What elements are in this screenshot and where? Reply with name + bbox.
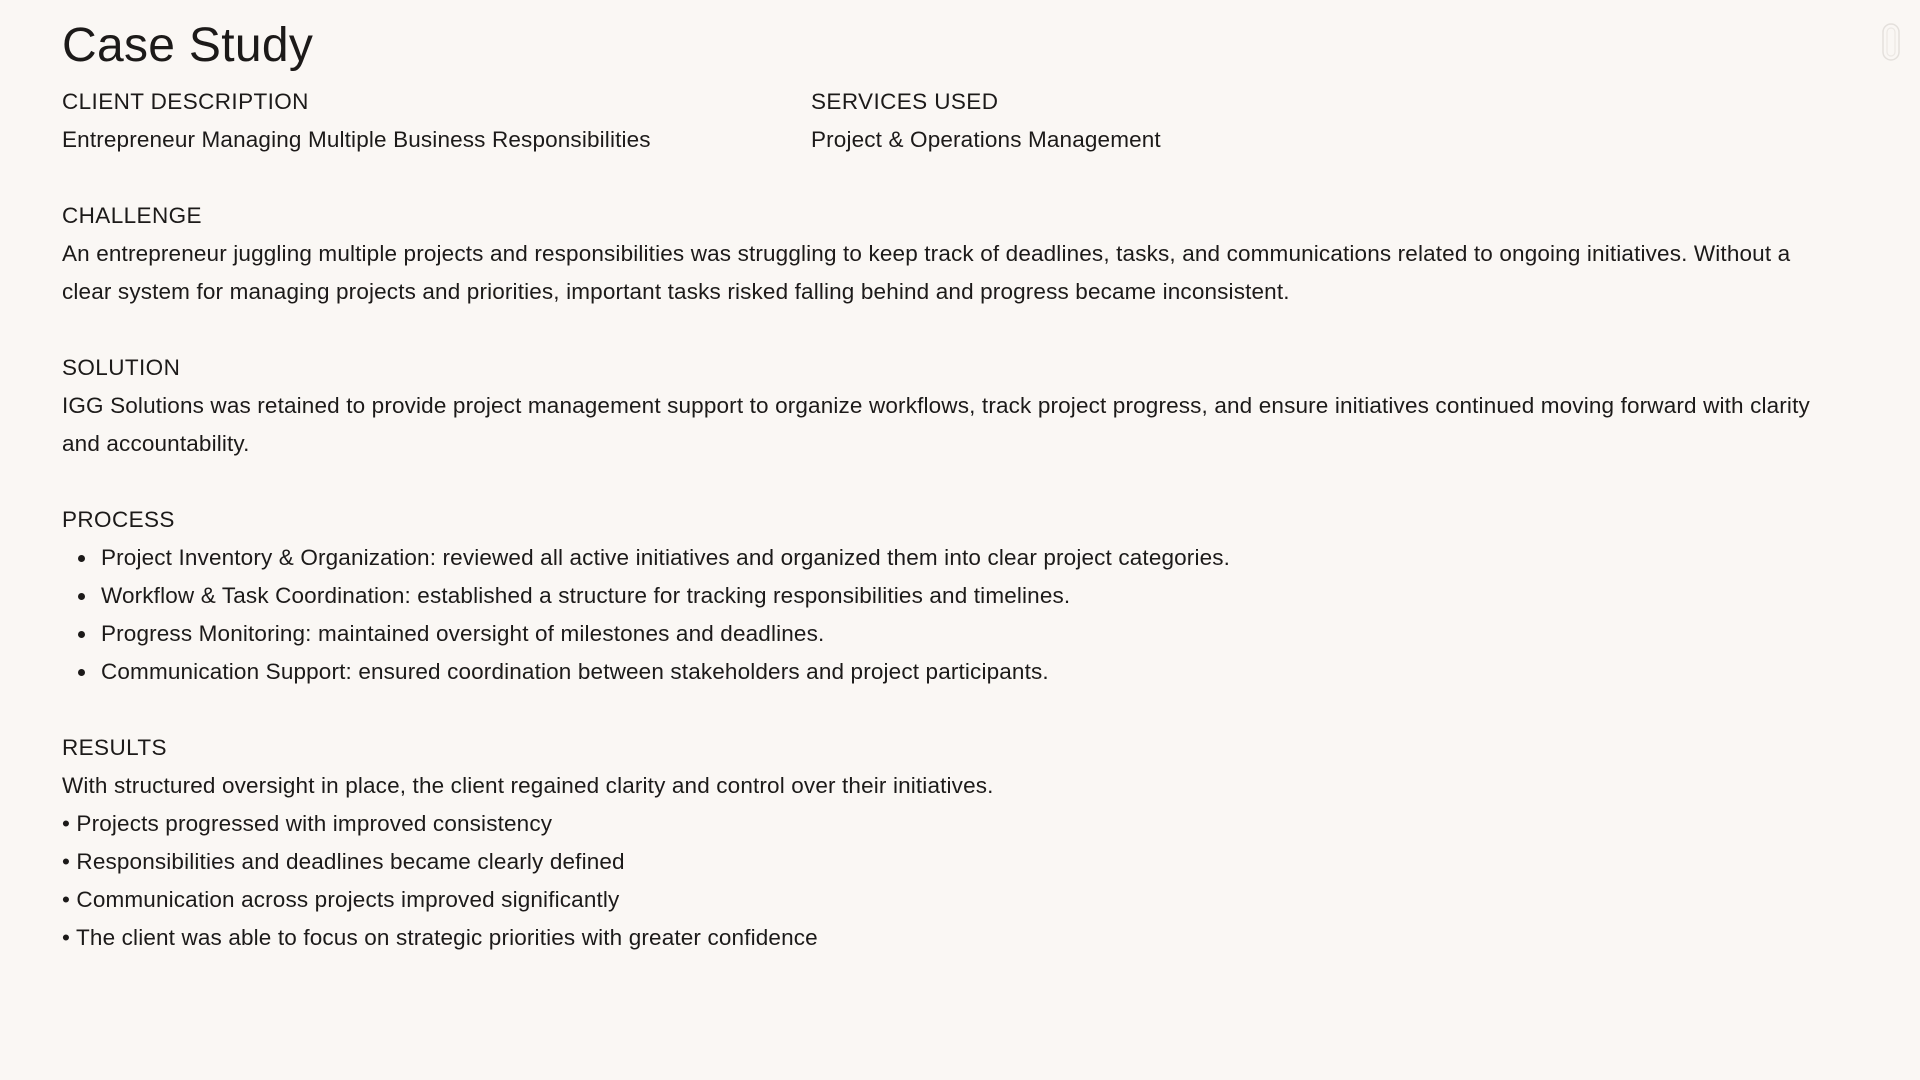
process-section (62, 501, 1842, 691)
process-item: Progress Monitoring: maintained oversight of milestones and deadlines. (62, 615, 1842, 653)
challenge-label: CHALLENGE (62, 203, 202, 228)
process-label: PROCESS (62, 507, 175, 532)
challenge-text: An entrepreneur juggling multiple projects and responsibilities was struggling to keep track of deadlines, tasks, and communications related to ongoing initiatives. Without a clear system for managing projects and priorities, important tasks risked falling behind and progress became inconsistent. (62, 241, 1791, 304)
client-description-label: CLIENT DESCRIPTION (62, 89, 309, 114)
results-label: RESULTS (62, 735, 167, 760)
services-used-block (811, 83, 1161, 159)
services-used-label: SERVICES USED (811, 89, 999, 114)
process-item: Communication Support: ensured coordination between stakeholders and project participants. (62, 653, 1842, 691)
client-description-value: Entrepreneur Managing Multiple Business Responsibilities (62, 127, 651, 152)
process-item: Workflow & Task Coordination: established a structure for tracking responsibilities and timelines. (62, 577, 1842, 615)
solution-label: SOLUTION (62, 355, 181, 380)
results-intro: With structured oversight in place, the client regained clarity and control over their initiatives. (62, 773, 994, 798)
solution-text: IGG Solutions was retained to provide project management support to organize workflows, track project progress, and ensure initiatives continued moving forward with clarity and accountability. (62, 393, 1810, 456)
results-item: • Responsibilities and deadlines became clearly defined (62, 849, 625, 874)
solution-section (62, 349, 1842, 463)
process-list (62, 539, 1842, 691)
results-section (62, 729, 1842, 957)
client-description-block (62, 83, 651, 159)
services-used-value: Project & Operations Management (811, 127, 1161, 152)
results-item: • Projects progressed with improved consistency (62, 811, 553, 836)
challenge-section (62, 197, 1842, 311)
page-title: Case Study (62, 19, 314, 72)
scroll-indicator-icon (1880, 22, 1902, 62)
results-item: • Communication across projects improved significantly (62, 887, 620, 912)
process-item: Project Inventory & Organization: reviewed all active initiatives and organized them into clear project categories. (62, 539, 1842, 577)
results-item: • The client was able to focus on strategic priorities with greater confidence (62, 925, 818, 950)
